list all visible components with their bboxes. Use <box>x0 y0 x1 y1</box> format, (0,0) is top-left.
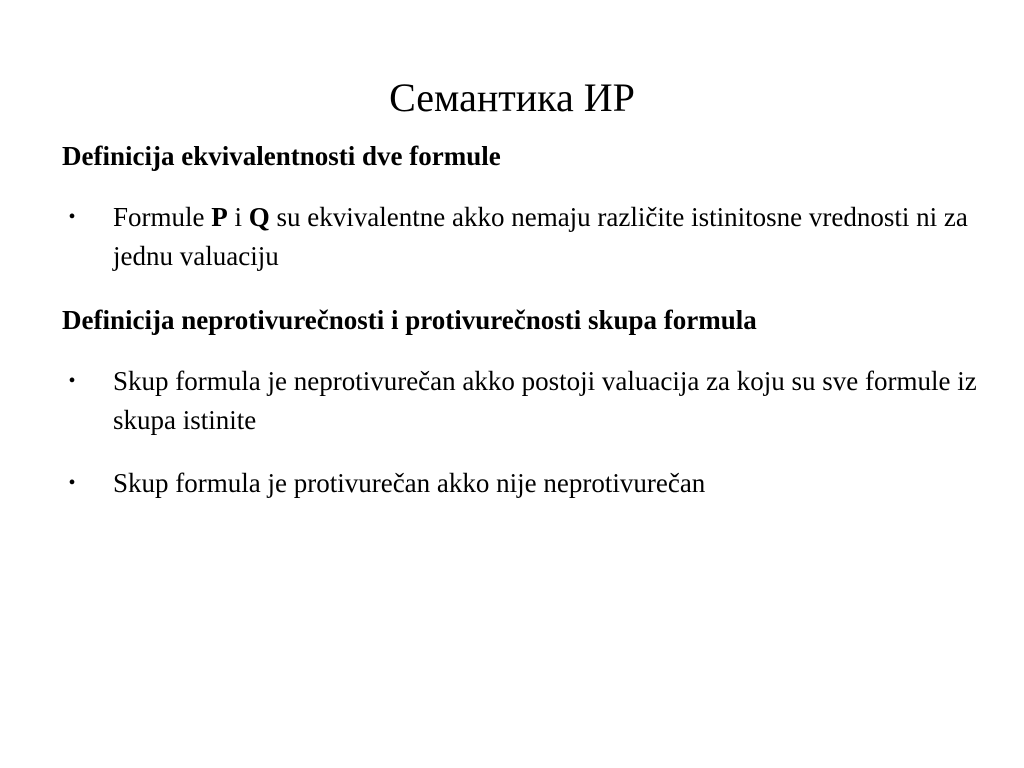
formula-q: Q <box>248 202 270 232</box>
bullet-icon: • <box>68 472 76 494</box>
bullet-text-conj: i <box>227 202 249 232</box>
bullet-consistent <box>62 362 982 440</box>
slide-title: Семантика ИР <box>389 75 635 120</box>
definition-heading-consistency: Definicija neprotivurečnosti i protivurečnosti skupa formula <box>62 305 757 335</box>
bullet-text: Skup formula je neprotivurečan akko postoji valuacija za koju su sve formule iz skupa istinite <box>113 366 977 435</box>
bullet-equivalence <box>62 198 982 276</box>
formula-p: P <box>211 202 228 232</box>
bullet-text-suffix: su ekvivalentne akko nemaju različite istinitosne vrednosti ni za jednu valuaciju <box>113 202 968 271</box>
definition-heading-equivalence: Definicija ekvivalentnosti dve formule <box>62 141 501 171</box>
bullet-text: Skup formula je protivurečan akko nije neprotivurečan <box>113 468 706 498</box>
bullet-inconsistent <box>62 464 982 503</box>
bullet-icon: • <box>68 370 76 392</box>
bullet-text <box>113 198 982 276</box>
bullet-text-prefix: Formule <box>113 202 212 232</box>
bullet-icon: • <box>68 206 76 228</box>
